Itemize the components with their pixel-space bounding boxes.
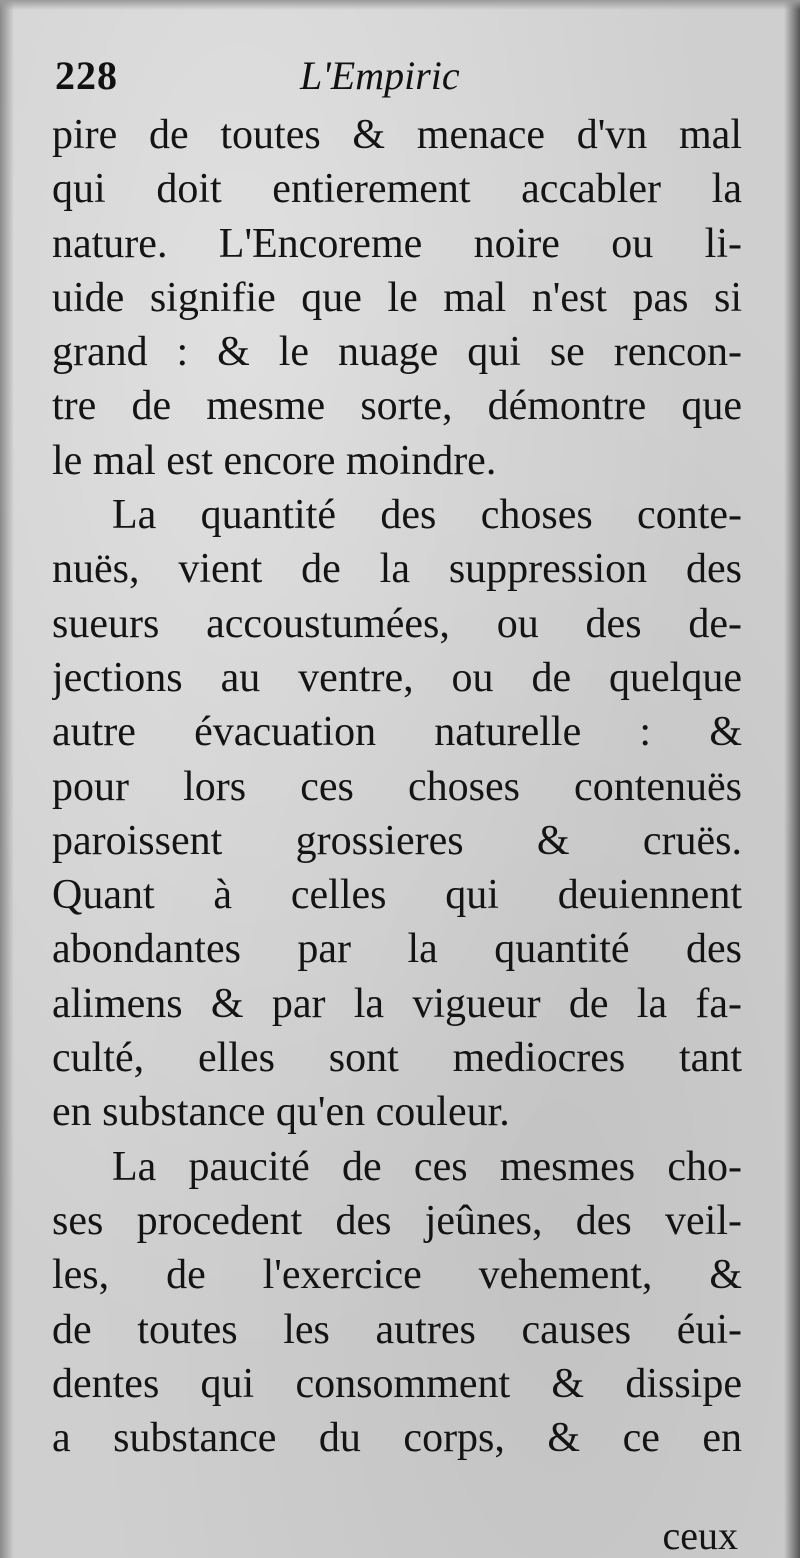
page-edge-right bbox=[784, 0, 800, 1558]
running-head: L'Empiric bbox=[300, 53, 460, 98]
text-line: grand : & le nuage qui se rencon- bbox=[52, 329, 742, 376]
text-line: ses procedent des jeûnes, des veil- bbox=[52, 1197, 742, 1244]
page-edge-top bbox=[0, 0, 800, 10]
text-line: alimens & par la vigueur de la fa- bbox=[52, 980, 742, 1027]
text-line: La quantité des choses conte- bbox=[112, 492, 742, 539]
text-line: dentes qui consomment & dissipe bbox=[52, 1360, 742, 1407]
text-line: culté, elles sont mediocres tant bbox=[52, 1035, 742, 1082]
text-line: jections au ventre, ou de quelque bbox=[52, 654, 742, 701]
text-line: a substance du corps, & ce en bbox=[52, 1415, 742, 1462]
text-line: La paucité de ces mesmes cho- bbox=[112, 1143, 742, 1190]
text-line: nature. L'Encoreme noire ou li- bbox=[52, 220, 742, 267]
body-text bbox=[52, 108, 742, 1465]
page-header bbox=[55, 52, 740, 102]
text-line: abondantes par la quantité des bbox=[52, 926, 742, 973]
text-line: tre de mesme sorte, démontre que bbox=[52, 383, 742, 430]
text-line: en substance qu'en couleur. bbox=[52, 1089, 510, 1136]
page-number: 228 bbox=[55, 53, 118, 98]
text-line: Quant à celles qui deuiennent bbox=[52, 872, 742, 919]
catchword: ceux bbox=[662, 1513, 738, 1558]
text-line: nuës, vient de la suppression des bbox=[52, 546, 742, 593]
text-line: le mal est encore moindre. bbox=[52, 437, 497, 484]
text-line: paroissent grossieres & cruës. bbox=[52, 817, 742, 864]
text-line: pour lors ces choses contenuës bbox=[52, 763, 742, 810]
text-line: autre évacuation naturelle : & bbox=[52, 709, 742, 756]
text-line: de toutes les autres causes éui- bbox=[52, 1306, 742, 1353]
text-line: pire de toutes & menace d'vn mal bbox=[52, 112, 742, 158]
text-line: les, de l'exercice vehement, & bbox=[52, 1252, 742, 1299]
text-line: uide signifie que le mal n'est pas si bbox=[52, 274, 742, 321]
page-edge-left bbox=[0, 0, 14, 1558]
text-line: sueurs accoustumées, ou des de- bbox=[52, 600, 742, 647]
text-line: qui doit entierement accabler la bbox=[52, 166, 742, 213]
